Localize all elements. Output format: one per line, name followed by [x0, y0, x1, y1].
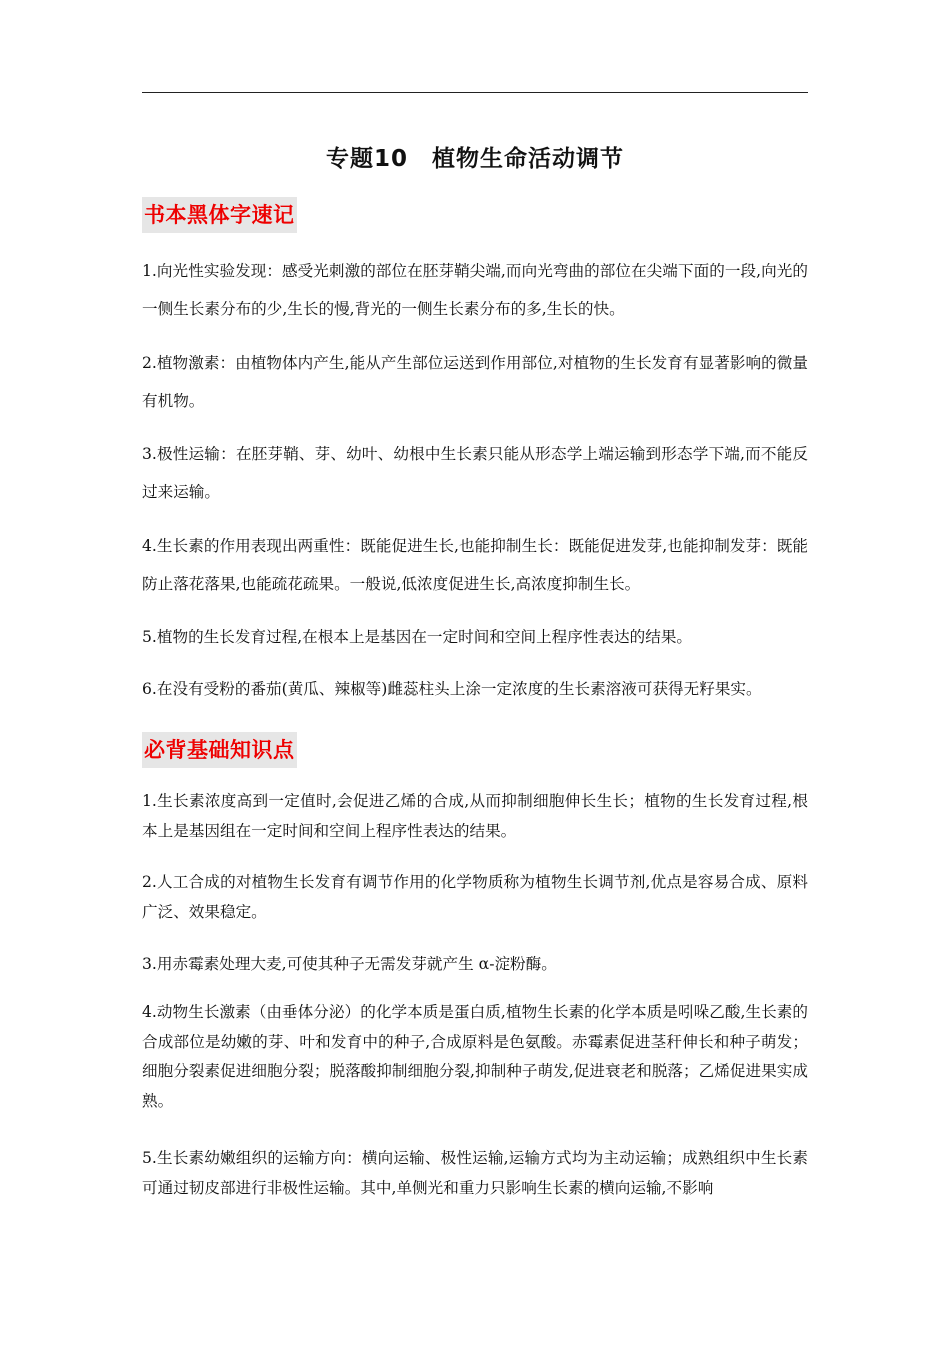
page-title: 专题10 植物生命活动调节	[325, 146, 624, 172]
basics-item-3: 3.用赤霉素处理大麦,可使其种子无需发芽就产生 α-淀粉酶。	[142, 955, 557, 973]
textbook-item-6: 6.在没有受粉的番茄(黄瓜、辣椒等)雌蕊柱头上涂一定浓度的生长素溶液可获得无籽果实。	[142, 680, 762, 698]
basics-item-5: 5.生长素幼嫩组织的运输方向：横向运输、极性运输,运输方式均为主动运输；成熟组织中生长素可通过韧皮部进行非极性运输。其中,单侧光和重力只影响生长素的横向运输,不影响	[142, 1149, 808, 1197]
textbook-item-5: 5.植物的生长发育过程,在根本上是基因在一定时间和空间上程序性表达的结果。	[142, 628, 693, 646]
section-heading-basics: 必背基础知识点	[142, 732, 297, 768]
basics-item-1: 1.生长素浓度高到一定值时,会促进乙烯的合成,从而抑制细胞伸长生长；植物的生长发育过程,根本上是基因组在一定时间和空间上程序性表达的结果。	[142, 792, 808, 840]
textbook-item-1: 1.向光性实验发现：感受光刺激的部位在胚芽鞘尖端,而向光弯曲的部位在尖端下面的一段,向光的一侧生长素分布的少,生长的慢,背光的一侧生长素分布的多,生长的快。	[142, 262, 808, 318]
header-rule	[142, 92, 808, 93]
textbook-item-4: 4.生长素的作用表现出两重性：既能促进生长,也能抑制生长：既能促进发芽,也能抑制发芽：既能防止落花落果,也能疏花疏果。一般说,低浓度促进生长,高浓度抑制生长。	[142, 537, 808, 593]
textbook-item-3: 3.极性运输：在胚芽鞘、芽、幼叶、幼根中生长素只能从形态学上端运输到形态学下端,而不能反过来运输。	[142, 445, 808, 501]
basics-item-4: 4.动物生长激素（由垂体分泌）的化学本质是蛋白质,植物生长素的化学本质是吲哚乙酸,生长素的合成部位是幼嫩的芽、叶和发育中的种子,合成原料是色氨酸。赤霉素促进茎秆伸长和种子萌发；细胞分裂素促进细胞分裂；脱落酸抑制细胞分裂,抑制种子萌发,促进衰老和脱落；乙烯促进果实成熟。	[142, 1003, 808, 1110]
basics-item-2: 2.人工合成的对植物生长发育有调节作用的化学物质称为植物生长调节剂,优点是容易合成、原料广泛、效果稳定。	[142, 873, 808, 921]
textbook-item-2: 2.植物激素：由植物体内产生,能从产生部位运送到作用部位,对植物的生长发育有显著影响的微量有机物。	[142, 354, 808, 410]
section-heading-textbook: 书本黑体字速记	[142, 197, 297, 233]
